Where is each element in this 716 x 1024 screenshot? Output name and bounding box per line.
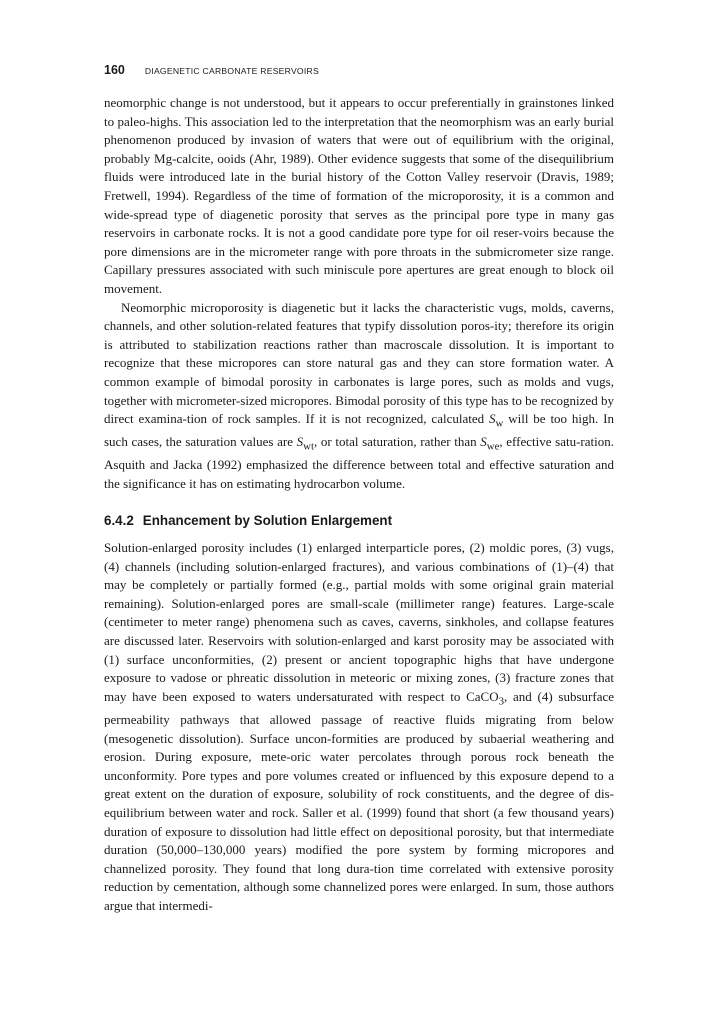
section-heading xyxy=(104,513,392,528)
subscript-we: we xyxy=(486,440,500,453)
symbol-sw: S xyxy=(489,411,496,427)
running-head xyxy=(104,61,319,79)
paragraph-continued: neomorphic change is not understood, but it appears to occur preferentially in grainstones linked to paleo-highs. This association led to the interpretation that the neomorphism was an early burial phenomenon produced by invasion of waters that were out of equilibrium with the original, probably Mg-calcite, ooids (Ahr, 1989). Other evidence suggests that some of the disequilibrium fluids were introduced late in the burial history of the Cotton Valley reservoir (Dravis, 1989; Fretwell, 1994). Regardless of the time of formation of the microporosity, it is a common and wide-spread type of diagenetic porosity that serves as the principal pore type in many gas reservoirs in carbonate rocks. It is not a good candidate pore type for oil reser-voirs because the pore dimensions are in the micrometer range with pore throats in the submicrometer size range. Capillary pressures associated with such miniscule pore apertures are great enough to block oil movement. xyxy=(104,95,614,296)
subscript-w: w xyxy=(495,417,504,430)
page-number: 160 xyxy=(104,63,125,77)
subscript-3: 3 xyxy=(498,695,505,708)
paragraph-text: , effective satu-ration. Asquith and Jacka (1992) emphasized the difference between total and effective saturation and the significance it has on estimating hydrocarbon volume. xyxy=(104,434,615,492)
paragraph-text: Neomorphic microporosity is diagenetic but it lacks the characteristic vugs, molds, caverns, channels, and other solution-related features that typify dissolution poros-ity; therefore its origin is attributed to stabilization reactions rather than macroscale dissolution. It is important to recognize that these micropores can store natural gas and they can store formation water. A common example of bimodal porosity in carbonates is large pores, such as molds and vugs, together with micrometer-sized micropores. Bimodal porosity of this type has to be recognized by direct examina-tion of rock samples. If it is not recognized, calculated xyxy=(104,299,614,427)
section-number: 6.4.2 xyxy=(104,513,134,528)
body-text-section xyxy=(104,539,614,915)
paragraph-text: , or total saturation, rather than xyxy=(313,434,481,450)
symbol-swt: S xyxy=(296,434,304,450)
paragraph-text: Solution-enlarged porosity includes (1) enlarged interparticle pores, (2) moldic pores, (3) vugs, (4) channels (including solution-enlarged fractures), and various combinations of (1)–(4) that may be completely or partially formed (e.g., partial molds with some original grain material remaining). Solution-enlarged pores are small-scale (millimeter range) features. Large-scale (centimeter to meter range) phenomena such as caves, caverns, sinkholes, and collapse features are discussed later. Reservoirs with solution-enlarged and karst porosity may be associated with (1) surface unconformities, (2) present or ancient topographic highs that have undergone exposure to vadose or phreatic dissolution in meteoric or mixing zones, (3) fracture zones that may have been exposed to waters undersaturated with respect to CaCO xyxy=(104,540,614,704)
paragraph-text: , and (4) subsurface permeability pathways that allowed passage of reactive fluids migrating from below (mesogenetic dissolution). Surface uncon-formities are produced by subaerial weathering and erosion. During exposure, mete-oric water percolates through porous rock beneath the unconformity. Pore types and pore volumes created or influenced by this exposure depend to a great extent on the duration of exposure, solubility of rock constituents, and the degree of dis-equilibrium between water and rock. Saller et al. (1999) found that short (a few thousand years) duration of exposure to dissolution had little effect on depositional porosity, but that intermediate duration (50,000–130,000 years) modified the pore system by forming micropores and channelized porosity. They found that long dura-tion time correlated with extensive porosity reduction by cementation, although some channelized pores were enlarged. In sum, those authors argue that intermedi- xyxy=(104,688,615,913)
running-title: DIAGENETIC CARBONATE RESERVOIRS xyxy=(144,66,319,76)
symbol-swe: S xyxy=(480,434,487,450)
paragraph-text: will be too high. In such cases, the saturation values are xyxy=(104,411,614,450)
paragraph-neomorphic-microporosity xyxy=(104,299,614,494)
body-text-top xyxy=(104,94,614,494)
subscript-wt: wt xyxy=(303,440,314,453)
paragraph-solution-enlarged xyxy=(104,539,614,915)
section-title: Enhancement by Solution Enlargement xyxy=(142,513,393,528)
